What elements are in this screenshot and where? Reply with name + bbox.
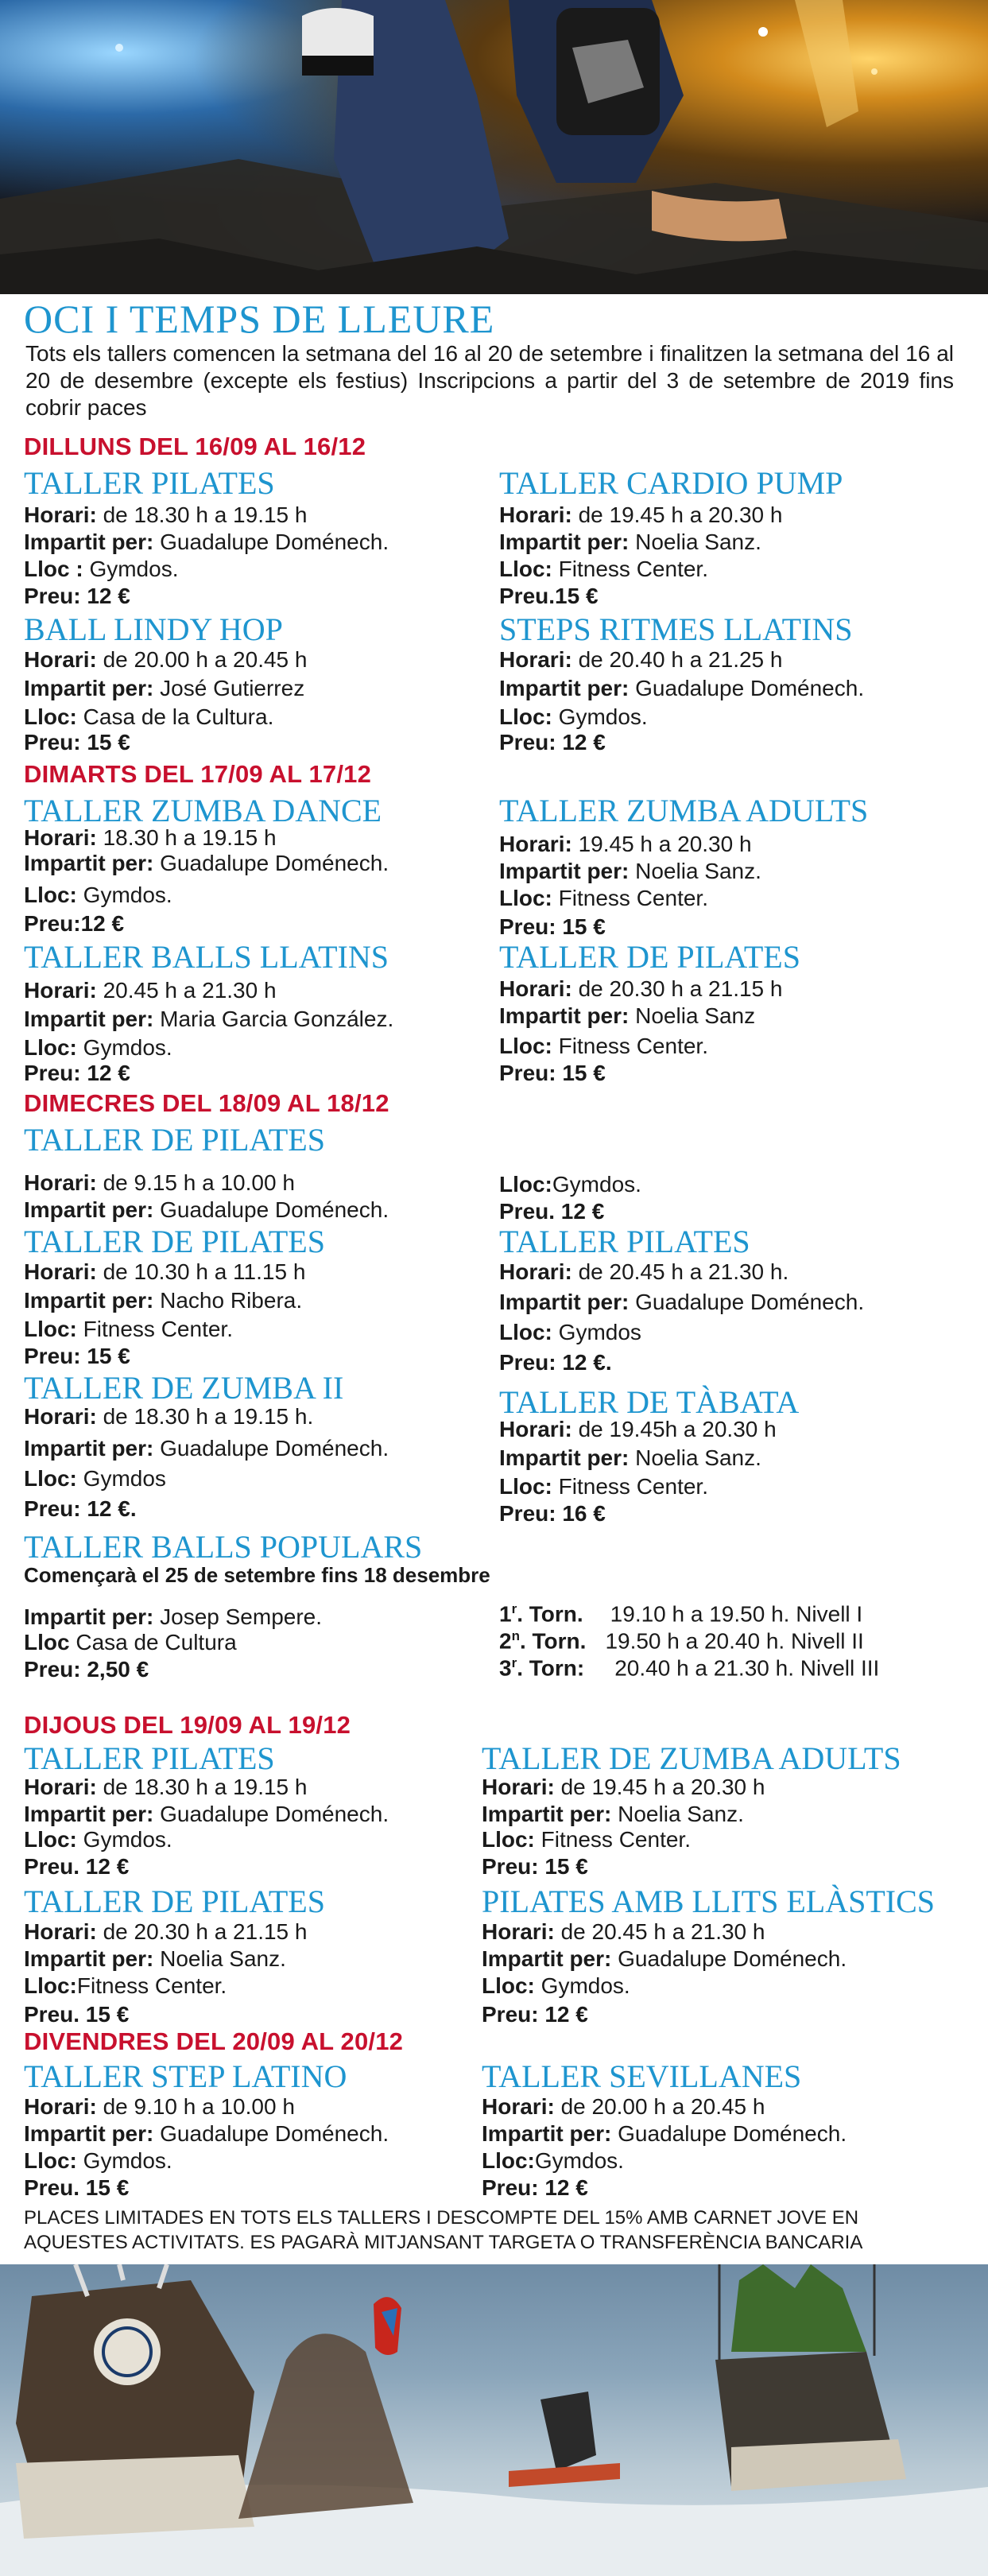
footer-photo [0,2264,988,2576]
workshop-horari: Horari: de 19.45 h a 20.30 h [499,502,783,527]
workshop-impartit: Impartit per: Guadalupe Doménech. [482,1946,847,1971]
workshop-impartit: Impartit per: Guadalupe Doménech. [24,2121,389,2146]
workshop-horari: Horari: 18.30 h a 19.15 h [24,825,277,850]
day-heading-dijous: DIJOUS DEL 19/09 AL 19/12 [24,1711,351,1739]
workshop-impartit: Impartit per: Noelia Sanz. [24,1946,286,1971]
workshop-lloc: Lloc: Fitness Center. [499,557,708,581]
workshop-horari: Horari: de 18.30 h a 19.15 h [24,1775,308,1799]
workshop-preu: Preu. 12 € [24,1854,130,1879]
workshop-title: TALLER DE PILATES [24,1884,325,1919]
workshop-impartit: Impartit per: Josep Sempere. [24,1604,323,1629]
torn-row: 3$^r$. Torn: 20.40 h a 21.30 h. Nivell III [499,1655,880,1681]
workshop-horari: Horari: de 19.45h a 20.30 h [499,1417,777,1441]
workshop-lloc: Lloc: Fitness Center. [24,1317,233,1341]
workshop-impartit: Impartit per: Guadalupe Doménech. [499,1290,865,1314]
workshop-subtitle: Començarà el 25 de setembre fins 18 desembre [24,1563,490,1587]
workshop-impartit: Impartit per: Nacho Ribera. [24,1288,303,1313]
workshop-lloc: Lloc: Gymdos. [499,704,648,729]
workshop-impartit: Impartit per: Guadalupe Doménech. [24,1197,389,1222]
workshop-horari: Horari: de 20.45 h a 21.30 h. [499,1259,789,1284]
torn-row: 2$^n$. Torn. 19.50 h a 20.40 h. Nivell II [499,1628,864,1654]
workshop-title: BALL LINDY HOP [24,611,283,647]
workshop-title: TALLER CARDIO PUMP [499,465,843,501]
workshop-horari: Horari: de 20.30 h a 21.15 h [24,1919,308,1944]
workshop-horari: Horari: de 19.45 h a 20.30 h [482,1775,765,1799]
workshop-title: TALLER DE PILATES [24,1122,325,1158]
workshop-title: TALLER SEVILLANES [482,2058,802,2094]
workshop-lloc: Lloc: Fitness Center. [499,1034,708,1058]
workshop-lloc: Lloc: Fitness Center. [499,886,708,910]
workshop-lloc: Lloc: Fitness Center. [482,1827,691,1852]
workshop-impartit: Impartit per: Guadalupe Doménech. [24,851,389,875]
workshop-impartit: Impartit per: Noelia Sanz. [482,1802,744,1826]
intro-text: Tots els tallers comencen la setmana del 16 al 20 de setembre i finalitzen la setmana del 16 al 20 de desembre (excepte els festius) Inscripcions a partir del 3 de setembre de 2019 fins cobrir paces [25,341,954,420]
workshop-horari: Horari: 20.45 h a 21.30 h [24,978,277,1003]
workshop-preu: Preu: 12 €. [499,1350,612,1375]
workshop-horari: Horari: de 10.30 h a 11.15 h [24,1259,306,1284]
page-title: OCI I TEMPS DE LLEURE [24,297,495,341]
workshop-horari: Horari: de 20.45 h a 21.30 h [482,1919,765,1944]
workshop-impartit: Impartit per: Guadalupe Doménech. [24,530,389,554]
notice-text: PLACES LIMITADES EN TOTS ELS TALLERS I DESCOMPTE DEL 15% AMB CARNET JOVE EN AQUESTES ACTIVITATS. ES PAGARÀ MITJANSANT TARGETA O TRANSFERÈNCIA BANCARIA [24,2207,863,2253]
workshop-preu: Preu: 15 € [24,1344,130,1368]
torn-row: 1$^r$. Torn. 19.10 h a 19.50 h. Nivell I [499,1601,863,1627]
workshop-impartit: Impartit per: José Gutierrez [24,676,305,700]
workshop-preu: Preu: 12 € [24,584,130,608]
workshop-lloc: Lloc: Gymdos [24,1466,166,1491]
workshop-lloc: Lloc: Gymdos [499,1320,641,1344]
workshop-preu: Preu.15 € [499,584,599,608]
workshop-lloc: Lloc:Gymdos. [482,2148,624,2173]
workshop-preu: Preu. 12 € [499,1199,605,1224]
workshop-preu: Preu: 15 € [499,1061,606,1085]
workshop-title: TALLER BALLS LLATINS [24,939,389,975]
workshop-lloc: Lloc: Gymdos. [24,1035,172,1060]
workshop-title: TALLER PILATES [499,1224,750,1259]
workshop-preu: Preu: 15 € [24,730,130,755]
workshop-preu: Preu: 2,50 € [24,1657,149,1682]
workshop-preu: Preu: 12 € [482,2002,588,2027]
day-heading-dimecres: DIMECRES DEL 18/09 AL 18/12 [24,1089,389,1117]
workshop-title: STEPS RITMES LLATINS [499,611,853,647]
workshop-title: TALLER BALLS POPULARS [24,1529,423,1565]
workshop-impartit: Impartit per: Noelia Sanz. [499,859,761,883]
day-heading-dilluns: DILLUNS DEL 16/09 AL 16/12 [24,433,366,460]
workshop-title: PILATES AMB LLITS ELÀSTICS [482,1884,936,1919]
workshop-impartit: Impartit per: Guadalupe Doménech. [499,676,865,700]
workshop-title: TALLER ZUMBA ADULTS [499,793,869,828]
workshop-lloc: Lloc: Gymdos. [482,1973,630,1998]
workshop-horari: Horari: de 20.00 h a 20.45 h [482,2094,765,2119]
workshop-horari: Horari: de 20.40 h a 21.25 h [499,647,783,672]
workshop-impartit: Impartit per: Noelia Sanz [499,1003,756,1028]
workshop-horari: Horari: de 20.30 h a 21.15 h [499,976,783,1001]
day-heading-divendres: DIVENDRES DEL 20/09 AL 20/12 [24,2027,404,2055]
workshop-preu: Preu:12 € [24,911,125,936]
workshop-lloc: Lloc:Gymdos. [499,1172,641,1197]
workshop-preu: Preu: 12 € [482,2175,588,2200]
workshop-impartit: Impartit per: Noelia Sanz. [499,1445,761,1470]
workshop-title: TALLER DE PILATES [499,939,800,975]
day-heading-dimarts: DIMARTS DEL 17/09 AL 17/12 [24,760,372,788]
workshop-impartit: Impartit per: Maria Garcia González. [24,1007,394,1031]
workshop-horari: Horari: de 18.30 h a 19.15 h [24,502,308,527]
workshop-horari: Horari: de 18.30 h a 19.15 h. [24,1404,314,1429]
workshop-lloc: Lloc: Gymdos. [24,883,172,907]
workshop-title: TALLER DE PILATES [24,1224,325,1259]
workshop-lloc: Lloc: Gymdos. [24,1827,172,1852]
workshop-impartit: Impartit per: Guadalupe Doménech. [24,1802,389,1826]
workshop-preu: Preu: 12 € [499,730,606,755]
workshop-title: TALLER DE ZUMBA II [24,1370,344,1406]
workshop-preu: Preu. 15 € [24,2002,130,2027]
workshop-title: TALLER DE ZUMBA ADULTS [482,1740,901,1776]
workshop-horari: Horari: de 9.15 h a 10.00 h [24,1170,295,1195]
workshop-lloc: Lloc: Casa de la Cultura. [24,704,274,729]
workshop-impartit: Impartit per: Noelia Sanz. [499,530,761,554]
workshop-preu: Preu. 15 € [24,2175,130,2200]
workshop-title: TALLER PILATES [24,465,275,501]
workshop-title: TALLER STEP LATINO [24,2058,347,2094]
workshop-impartit: Impartit per: Guadalupe Doménech. [482,2121,847,2146]
workshop-lloc: Lloc:Fitness Center. [24,1973,227,1998]
header-photo-illustration [0,0,988,294]
workshop-preu: Preu: 16 € [499,1501,606,1526]
workshop-preu: Preu: 15 € [482,1854,588,1879]
workshop-preu: Preu: 15 € [499,914,606,939]
workshop-title: TALLER DE TÀBATA [499,1384,800,1420]
workshop-preu: Preu: 12 €. [24,1496,137,1521]
footer-photo-illustration [0,2264,988,2576]
workshop-lloc: Lloc Casa de Cultura [24,1630,237,1655]
workshop-lloc: Lloc: Gymdos. [24,2148,172,2173]
workshop-title: TALLER ZUMBA DANCE [24,793,382,828]
workshop-horari: Horari: de 9.10 h a 10.00 h [24,2094,295,2119]
header-photo [0,0,988,294]
workshop-impartit: Impartit per: Guadalupe Doménech. [24,1436,389,1461]
workshop-title: TALLER PILATES [24,1740,275,1776]
workshop-lloc: Lloc : Gymdos. [24,557,179,581]
workshop-preu: Preu: 12 € [24,1061,130,1085]
workshop-lloc: Lloc: Fitness Center. [499,1474,708,1499]
workshop-horari: Horari: 19.45 h a 20.30 h [499,832,752,856]
workshop-horari: Horari: de 20.00 h a 20.45 h [24,647,308,672]
